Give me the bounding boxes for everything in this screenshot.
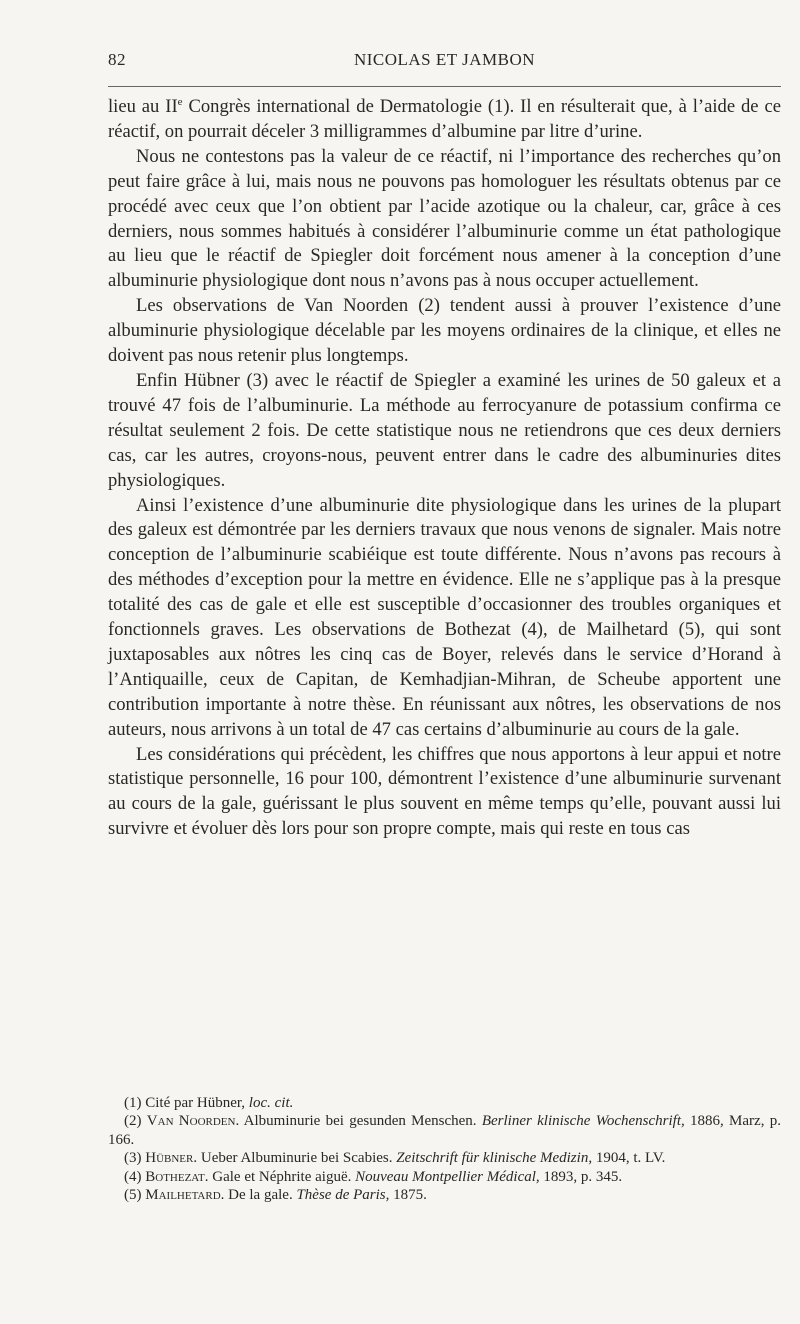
footnote-text: . Albuminurie bei gesunden Menschen. [235, 1113, 482, 1130]
footnote-author: Mailhetard [145, 1187, 221, 1204]
paragraph: Les observations de Van Noorden (2) tendent aussi à prouver l’existence d’une albuminurie physiologique décelable par les moyens ordinaires de la clinique, et elles ne doivent pas nous retenir plus longtemps. [108, 295, 781, 367]
paragraph: Ainsi l’existence d’une albuminurie dite physiologique dans les urines de la plupart des galeux est démontrée par les derniers travaux que nous venons de signaler. Mais notre conception de l’albuminurie scabiéique est toute différente. Nous n’avons pas recours à des méthodes d’exception pour la mettre en évidence. Elle ne s’applique pas à la presque totalité des cas de gale et elle est susceptible d’occasionner des troubles organiques et fonctionnels graves. Les observations de Bothezat (4), de Mailhetard (5), qui sont juxtaposables aux nôtres les cinq cas de Boyer, relevés dans le service d’Horand à l’Antiquaille, ceux de Capitan, de Kemhadjian-Mihran, de Scheube apportent une contribution importante à notre thèse. En réunissant aux nôtres, les observations de nos auteurs, nous arrivons à un total de 47 cas certains d’albuminurie au cours de la gale. [108, 494, 781, 740]
footnote-text: . Ueber Albuminurie bei Scabies. [193, 1150, 397, 1167]
body-text [108, 95, 781, 842]
footnote [108, 1168, 781, 1186]
footnote-author: Hübner [145, 1150, 194, 1167]
footnote-text: . Gale et Néphrite aiguë. [204, 1168, 356, 1185]
running-title: NICOLAS ET JAMBON [353, 50, 536, 69]
footnote [108, 1149, 781, 1167]
page-header [108, 50, 781, 80]
footnote-italic: Thèse de Paris, [296, 1187, 390, 1204]
paragraph: Enfin Hübner (3) avec le réactif de Spiegler a examiné les urines de 50 galeux et a trouvé 47 fois de l’albuminurie. La méthode au ferrocyanure de potassium confirma ce résultat seulement 2 fois. De cette statistique nous ne retiendrons que ces deux derniers cas, car les autres, croyons-nous, peuvent entrer dans le cadre des albuminuries dites physiologiques. [108, 369, 781, 491]
footnote-author: Bothezat [145, 1168, 205, 1185]
footnote-number: (1) [124, 1095, 142, 1111]
footnote-text: 1904, t. LV. [592, 1150, 666, 1167]
footnotes [108, 1094, 781, 1204]
footnote [108, 1112, 781, 1149]
text-run: lieu au II [108, 96, 178, 117]
paragraph: Les considérations qui précèdent, les chiffres que nous apportons à leur appui et notre statistique personnelle, 16 pour 100, démontrent l’existence d’une albuminurie survenant au cours de la gale, guérissant le plus souvent en même temps qu’elle, pouvant aussi lui survivre et évoluer dès lors pour son propre compte, mais qui reste en tous cas [108, 743, 781, 840]
footnote-text: . De la gale. [220, 1187, 297, 1204]
footnote [108, 1094, 781, 1112]
footnote-text: 1875. [389, 1187, 427, 1204]
footnote-number: (3) [124, 1150, 142, 1167]
footnote-number: (2) [124, 1113, 142, 1130]
paragraph [108, 95, 781, 145]
footnote-number: (5) [124, 1187, 142, 1204]
footnote-number: (4) [124, 1168, 142, 1185]
footnote-italic: loc. cit. [248, 1095, 294, 1111]
footnote-italic: Berliner klinische Wochenschrift, [481, 1113, 685, 1130]
header-rule [108, 86, 781, 87]
paragraph: Nous ne contestons pas la valeur de ce réactif, ni l’importance des recherches qu’on peut faire grâce à lui, mais nous ne pouvons pas homologuer les résultats obtenus par ce procédé avec ceux que l’on obtient par l’acide azotique ou la chaleur, car, grâce à ces derniers, nous sommes habitués à considérer l’albuminurie comme un état pathologique au lieu que le réactif de Spiegler doit forcément nous amener à la conception d’une albuminurie physiologique dont nous n’avons pas à nous occuper actuellement. [108, 145, 781, 292]
footnote-italic: Zeitschrift für klinische Medizin, [396, 1150, 593, 1167]
footnote [108, 1186, 781, 1204]
footnote-text: 1886, Marz, p. 166. [108, 1113, 781, 1148]
text-run: Congrès international de Dermatologie (1). Il en résulterait que, à l’aide de ce réactif, on pourrait déceler 3 milligrammes d’albumine par litre d’urine. [108, 96, 781, 142]
footnote-text: 1893, p. 345. [539, 1168, 623, 1185]
page-number: 82 [108, 50, 126, 69]
footnote-author: Van Noorden [146, 1113, 236, 1130]
footnote-italic: Nouveau Montpellier Médical, [355, 1168, 540, 1185]
superscript: e [177, 95, 183, 108]
footnote-text: Cité par Hübner, [141, 1095, 249, 1111]
